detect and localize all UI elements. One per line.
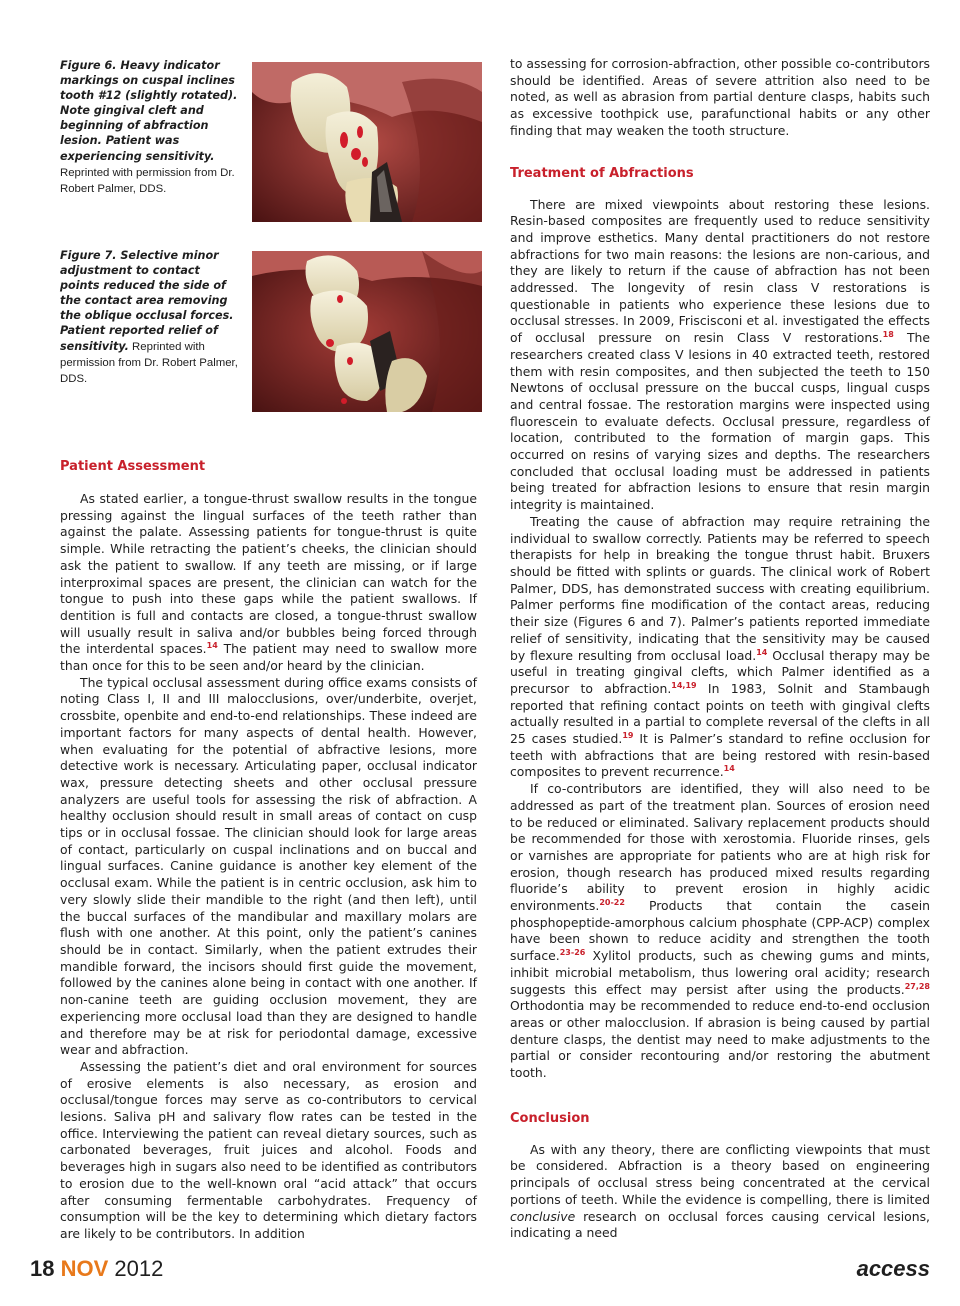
- reference: 18: [882, 330, 894, 340]
- issue-month: NOV: [60, 1256, 109, 1281]
- paragraph: Treating the cause of abfraction may require retraining the individual to swallow correctly. Patients may be referred to speech therapists for help in breaking the tongue thrust habit. Bruxers should be fitted with splints or guards. The clinical work of Robert Palmer, DDS, has demonstrated success with creating equilibrium. Palmer performs fine modification of the contact areas, reducing their size (Figures 6 and 7). Palmer’s patients reported immediate relief of sensitivity, indicating that the sensitivity may be caused by flexure resulting from occlusal load.$^{14}$ Occlusal therapy may be useful in treating gingival clefts, which Palmer identified as a precursor to abfraction.$^{14,19}$ In 1983, Solnit and Stambaugh reported that refining contact points on teeth with gingival clefts actually resulted in a partial to complete reversal of the clefts in all 25 cases studied.$^{19}$ It is Palmer’s standard to refine occlusion for teeth with abfractions that are being restored with resin-based composites to prevent recurrence.$^{14}$: [510, 513, 930, 780]
- reference: 27,28: [904, 981, 930, 991]
- paragraph: There are mixed viewpoints about restoring these lesions. Resin-based composites are frequently used to reduce sensitivity and improve esthetics. Many dental practitioners do not restore abfractions for two main reasons: the lesions are non-carious, and they are likely to return if the cause of abfraction has not been addressed. The longevity of resin class V restorations is questionable in patients who experience these lesions due to occlusal stresses. In 2009, Friscisconi et al. investigated the effects of occlusal pressure on resin Class V restorations.$^{18}$ The researchers created class V lesions in 40 extracted teeth, restored them with resin composites, and then subjected the teeth to 150 Newtons of occlusal pressure on the buccal cusps, lingual cusps and central fossae. The restoration margins were inspected using fluorescein to evaluate defects. Occlusal pressure, regardless of location, contributed to the formation of margin gaps. This occurred on resins of varying sizes and depths. The researchers concluded that occlusal loading must be addressed in patients being treated for abfraction lesions to ensure that resin margin integrity is maintained.: [510, 196, 930, 513]
- reference: 14: [723, 764, 735, 774]
- reference: 14: [756, 647, 768, 657]
- issue-year: 2012: [114, 1256, 164, 1281]
- reference: 14: [206, 641, 218, 651]
- figure-7-photo: [252, 251, 482, 412]
- figure-7-caption: [60, 248, 242, 387]
- paragraph: If co-contributors are identified, they will also need to be addressed as part of the treatment plan. Sources of erosion need to be reduced or eliminated. Salivary replacement products should be recommended for those with xerostomia. Fluoride rinses, gels or varnishes are appropriate for patients who are at high risk for erosion, though research has produced mixed results regarding fluoride’s ability to prevent erosion in highly acidic environments.$^{20-22}$ Products that contain the casein phosphopeptide-amorphous calcium phosphate (CPP-ACP) complex have been shown to reduce acidity and strengthen the tooth surface.$^{23-26}$ Xylitol products, such as chewing gums and mints, inhibit microbial metabolism, thus lowering oral acidity; research suggests this effect may persist after using the products.$^{27,28}$ Orthodontia may be recommended to reduce end-to-end occlusion areas or other malocclusion. If abrasion is being caused by partial denture clasps, the dentist may need to make adjustments to the partial or consider recontouring and/or restoring the abutment tooth.: [510, 781, 930, 1081]
- paragraph: to assessing for corrosion-abfraction, other possible co-contributors should be identified. Areas of severe attrition also need to be noted, as well as abrasion from partial denture clasps, habits such as excessive toothpick use, parafunctional habits or any other finding that may weaken the tooth structure.: [510, 56, 930, 138]
- reference: 14,19: [671, 680, 697, 690]
- page-footer-left: [30, 1256, 163, 1282]
- conclusion-heading: Conclusion: [510, 1110, 590, 1126]
- treatment-heading: Treatment of Abfractions: [510, 165, 694, 181]
- reference: 23-26: [559, 948, 586, 958]
- figure-7-caption-credit: Reprinted with permission from Dr. Robert Palmer, DDS.: [60, 340, 238, 385]
- left-column: [60, 458, 477, 1243]
- magazine-name: access: [856, 1256, 930, 1281]
- figure-6-caption-credit: Reprinted with permission from Dr. Robert Palmer, DDS.: [60, 166, 235, 195]
- right-column: [510, 56, 930, 1242]
- figure-6-caption: [60, 58, 242, 197]
- reference: 20-22: [599, 897, 625, 907]
- page-number: 18: [30, 1256, 55, 1281]
- paragraph: The typical occlusal assessment during office exams consists of noting Class I, II and III malocclusions, over/underbite, overjet, crossbite, openbite and end-to-end relationships. These indeed are important factors for many aspects of dental health. However, when evaluating for the potential of abfractive lesions, more detective work is necessary. Articulating paper, occlusal indicator wax, pressure detecting sheets and other occlusal pressure analyzers are useful tools for assessing the risk of abfraction. A healthy occlusion should result in small areas of contact on cusp tips or in occlusal fossae. The clinician should look for large areas of contact, particularly on cuspal inclinations and on buccal and lingual surfaces. Canine guidance is another key element of the occlusal exam. While the patient is in centric occlusion, ask him to very slowly slide their mandible to the right (and then left), until the buccal surfaces of the mandibular and maxillary molars are flush with one another. At this point, only the patient’s canines should be in contact. Similarly, when the patient extrudes their mandible forward, the incisors should first guide the movement, followed by the canines alone being in contact with one another. If non-canine teeth are guiding occlusion movement, they are experiencing more occlusal load than they are designed to handle and therefore may be at risk for periodontal damage, excessive wear and abfraction.: [60, 674, 477, 1058]
- paragraph: As stated earlier, a tongue-thrust swallow results in the tongue pressing against the lingual surfaces of the teeth rather than against the palate. Assessing patients for tongue-thrust is quite simple. While retracting the patient’s cheeks, the clinician should ask the patient to swallow. If any teeth are missing, or if large interproximal spaces are present, the clinician can watch for the tongue to push into these gaps while the patient swallows. If dentition is full and contacts are closed, a tongue-thrust swallow will usually result in saliva and/or bubbles being forced through the interdental spaces.$^{14}$ The patient may need to swallow more than once for this to be seen and/or heard by the clinician.: [60, 491, 477, 674]
- figure-6-caption-lead: Figure 6. Heavy indicator markings on cuspal inclines tooth #12 (slightly rotated). Note gingival cleft and beginning of abfraction lesion. Patient was experiencing sensitivity.: [60, 59, 238, 163]
- paragraph: As with any theory, there are conflicting viewpoints that must be considered. Abfraction is a theory based on engineering principals of occlusal stress being concentrated at the cervical portions of teeth. While the evidence is compelling, there is limited conclusive research on occlusal forces causing cervical lesions, indicating a need: [510, 1141, 930, 1241]
- patient-assessment-heading: Patient Assessment: [60, 459, 206, 474]
- figure-7-caption-lead: Figure 7. Selective minor adjustment to contact points reduced the side of the contact area removing the oblique occlusal forces. Patient reported relief of sensitivity.: [60, 249, 234, 353]
- paragraph: Assessing the patient’s diet and oral environment for sources of erosive elements is also necessary, as erosion and occlusal/tongue forces may serve as co-contributors to cervical lesions. Saliva pH and salivary flow rates can be tested in the office. Interviewing the patient can reveal dietary sources, such as carbonated beverages, fruit juices and alcohol. Foods and beverages high in sugars also need to be identified as contributors to erosion due to the well-known oral “acid attack” that occurs after consuming fermentable carbohydrates. Frequency of consumption will be the key to determining which dietary factors are likely to be contributors. In addition: [60, 1058, 477, 1241]
- figure-6-photo: [252, 62, 482, 222]
- reference: 19: [622, 730, 634, 740]
